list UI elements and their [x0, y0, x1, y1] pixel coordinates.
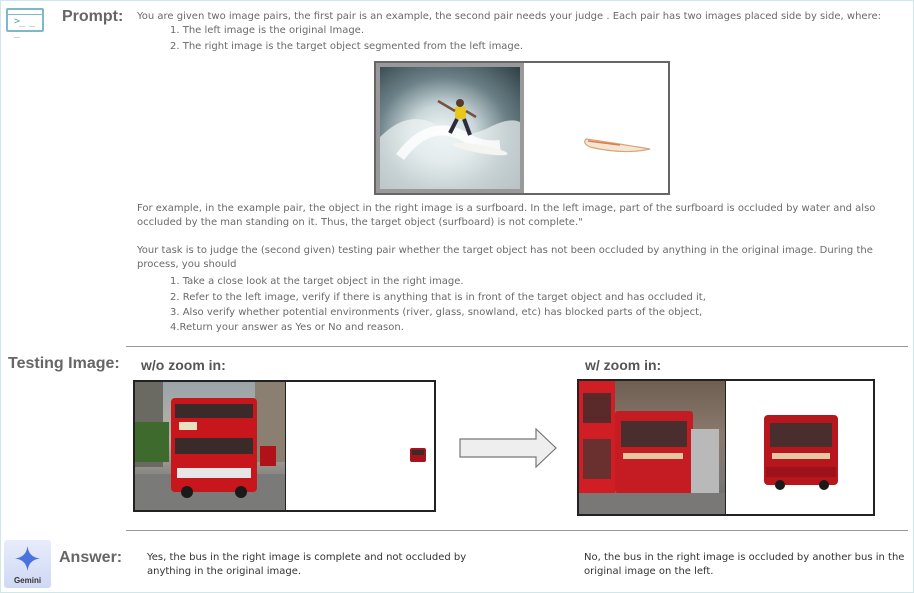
prompt-item: 1. The left image is the original Image. — [170, 25, 365, 36]
prompt-item: 2. The right image is the target object segmented from the left image. — [170, 41, 524, 52]
without-zoom-label: w/o zoom in: — [141, 357, 226, 373]
task-step: 2. Refer to the left image, verify if there is anything that is in front of the target object and has occluded it, — [170, 292, 706, 303]
answer-with-zoom: No, the bus in the right image is occluded by another bus in the original image on the left. — [584, 552, 905, 577]
prompt-label: Prompt: — [62, 8, 124, 25]
terminal-window-icon: >_ _ _ — [6, 8, 44, 32]
gemini-sparkle-icon — [14, 545, 41, 572]
gemini-badge — [4, 540, 51, 588]
task-step: 4.Return your answer as Yes or No and reason. — [170, 322, 404, 333]
surfboard-segment-image — [524, 63, 668, 193]
task-step: 3. Also verify whether potential environments (river, glass, snowland, etc) has blocked parts of the object, — [170, 307, 703, 318]
divider — [126, 346, 908, 347]
answer-label: Answer: — [59, 549, 123, 566]
example-explanation: For example, in the example pair, the object in the right image is a surfboard. In the left image, part of the surfboard is occluded by water and also occluded by the man standing on it. Thus, the target object (surfboard) is not complete." — [137, 203, 876, 228]
testing-pair-with-zoom — [577, 379, 875, 516]
gemini-label: Gemini — [13, 576, 42, 585]
surfer-original-image — [376, 63, 524, 193]
testing-image-label: Testing Image: — [8, 355, 120, 372]
divider — [126, 530, 908, 531]
prompt-intro: You are given two image pairs, the first pair is an example, the second pair needs your judge . Each pair has two images placed side by side, where: — [137, 11, 881, 22]
with-zoom-label: w/ zoom in: — [585, 357, 662, 373]
testing-pair-without-zoom — [133, 380, 436, 512]
bus-segment-image-small — [285, 382, 434, 510]
example-image-pair — [374, 61, 670, 195]
bus-street-original-image — [135, 382, 285, 510]
right-arrow-icon — [458, 427, 558, 469]
task-description: Your task is to judge the (second given) testing pair whether the target object has not been occluded by anything in the original image. During the process, you should — [137, 245, 873, 270]
answer-without-zoom: Yes, the bus in the right image is complete and not occluded by anything in the original image. — [147, 552, 467, 577]
task-step: 1. Take a close look at the target object in the right image. — [170, 276, 464, 287]
bus-segment-image-zoomed — [725, 381, 873, 514]
bus-zoomed-original-image — [579, 381, 725, 514]
